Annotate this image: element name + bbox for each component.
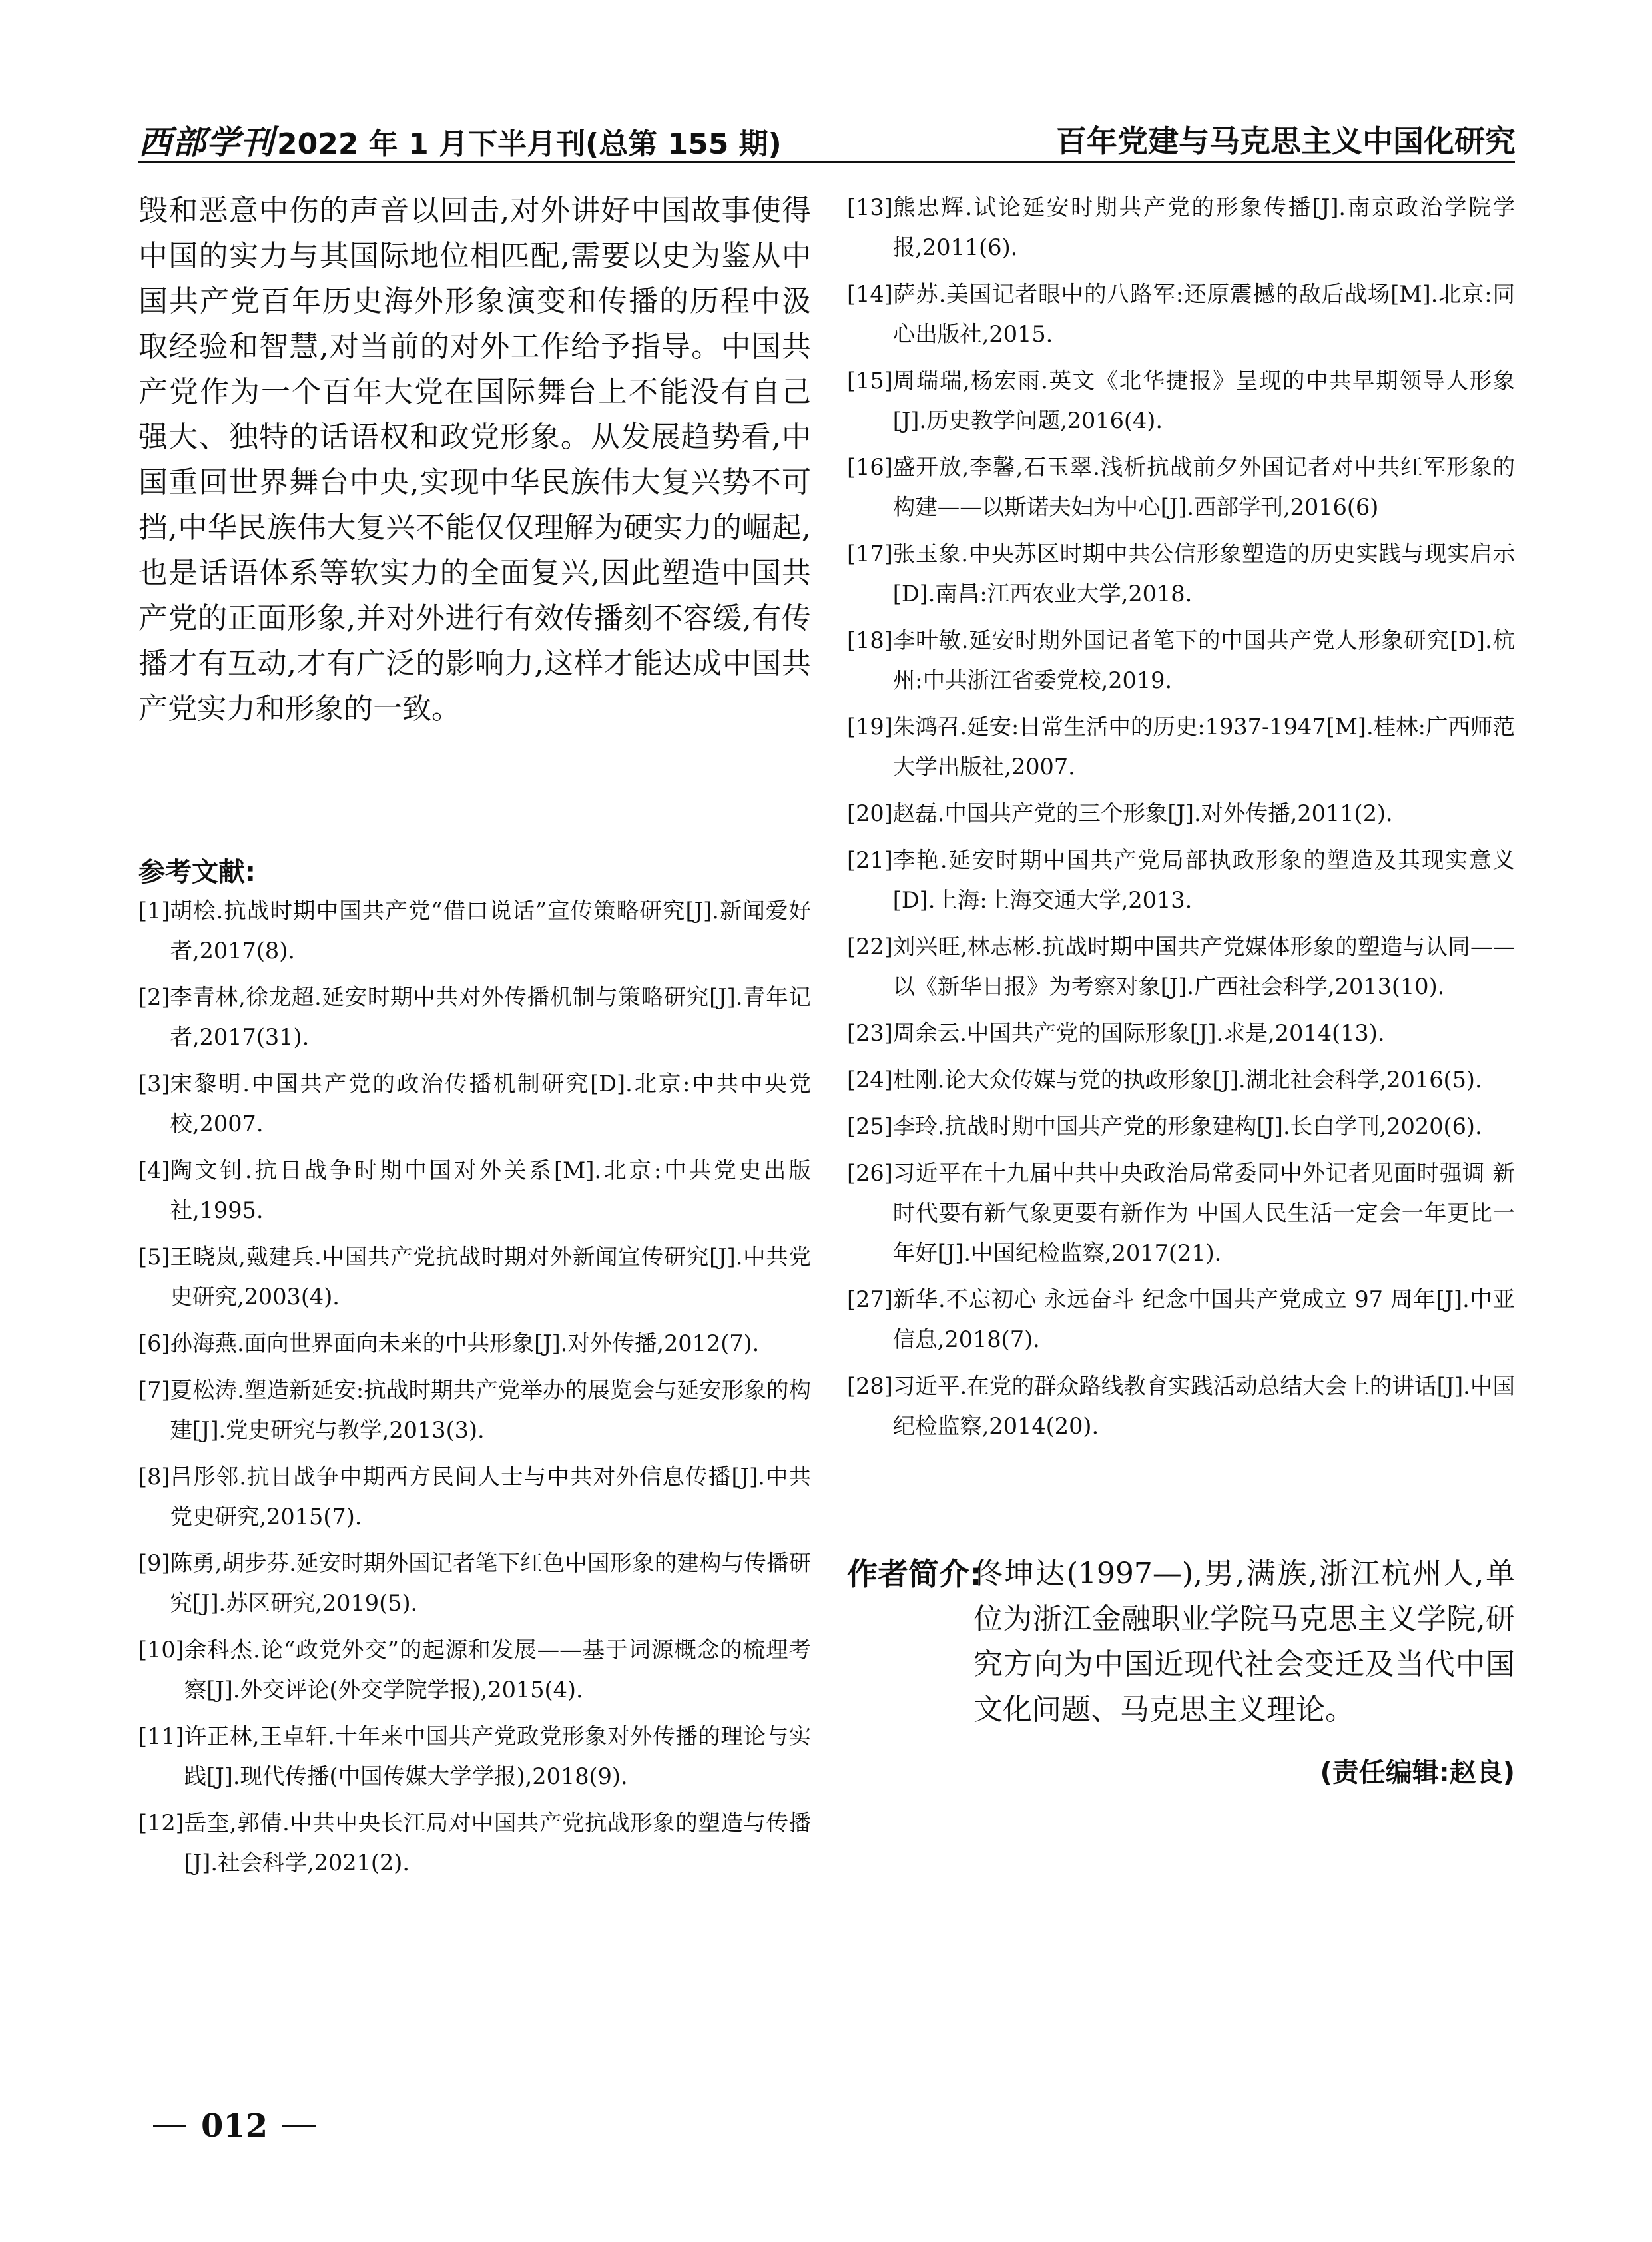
reference-number: [13] <box>847 194 893 220</box>
reference-number: [18] <box>847 627 893 653</box>
reference-number: [19] <box>847 714 893 740</box>
reference-text: 杜刚.论大众传媒与党的执政形象[J].湖北社会科学,2016(5). <box>892 1067 1482 1093</box>
reference-text: 习近平.在党的群众路线教育实践活动总结大会上的讲话[J].中国纪检监察,2014(20). <box>892 1373 1515 1439</box>
reference-number: [16] <box>847 454 893 480</box>
reference-number: [11] <box>138 1723 184 1749</box>
reference-item <box>847 1366 1515 1446</box>
reference-item <box>847 621 1515 701</box>
reference-item <box>847 447 1515 527</box>
author-intro-label: 作者简介: <box>847 1556 982 1592</box>
reference-number: [17] <box>847 541 893 567</box>
reference-text: 陈勇,胡步芬.延安时期外国记者笔下红色中国形象的建构与传播研究[J].苏区研究,2019(5). <box>170 1550 811 1616</box>
reference-text: 胡桧.抗战时期中国共产党“借口说话”宣传策略研究[J].新闻爱好者,2017(8). <box>170 898 811 964</box>
reference-text: 周瑞瑞,杨宏雨.英文《北华捷报》呈现的中共早期领导人形象[J].历史教学问题,2016(4). <box>892 368 1515 433</box>
reference-number: [21] <box>847 847 893 873</box>
reference-number: [15] <box>847 368 893 394</box>
reference-item <box>138 1717 811 1797</box>
reference-text: 王晓岚,戴建兵.中国共产党抗战时期对外新闻宣传研究[J].中共党史研究,2003(4). <box>170 1244 811 1310</box>
references-title: 参考文献: <box>138 857 256 888</box>
reference-number: [4] <box>138 1157 170 1183</box>
reference-number: [27] <box>847 1286 893 1312</box>
reference-item <box>138 1803 811 1883</box>
reference-text: 宋黎明.中国共产党的政治传播机制研究[D].北京:中共中央党校,2007. <box>170 1071 811 1137</box>
body-paragraph: 毁和恶意中伤的声音以回击,对外讲好中国故事使得中国的实力与其国际地位相匹配,需要以史为鉴从中国共产党百年历史海外形象演变和传播的历程中汲取经验和智慧,对当前的对外工作给予指导。中国共产党作为一个百年大党在国际舞台上不能没有自己强大、独特的话语权和政党形象。从发展趋势看,中国重回世界舞台中央,实现中华民族伟大复兴势不可挡,中华民族伟大复兴不能仅仅理解为硬实力的崛起,也是话语体系等软实力的全面复兴,因此塑造中国共产党的正面形象,并对外进行有效传播刻不容缓,有传播才有互动,才有广泛的影响力,这样才能达成中国共产党实力和形象的一致。 <box>138 194 811 726</box>
reference-item <box>847 188 1515 268</box>
reference-item <box>847 1060 1515 1100</box>
reference-text: 岳奎,郭倩.中共中央长江局对中国共产党抗战形象的塑造与传播[J].社会科学,2021(2). <box>184 1810 811 1876</box>
reference-number: [7] <box>138 1377 170 1403</box>
reference-item <box>847 707 1515 787</box>
references-right-column <box>847 188 1515 1453</box>
reference-item <box>138 1630 811 1710</box>
reference-text: 萨苏.美国记者眼中的八路军:还原震撼的敌后战场[M].北京:同心出版社,2015. <box>892 281 1515 347</box>
reference-text: 陶文钊.抗日战争时期中国对外关系[M].北京:中共党史出版社,1995. <box>170 1157 811 1223</box>
reference-text: 李艳.延安时期中国共产党局部执政形象的塑造及其现实意义[D].上海:上海交通大学,2013. <box>892 847 1515 913</box>
header-rule <box>138 161 1515 163</box>
reference-number: [2] <box>138 984 170 1010</box>
reference-text: 许正林,王卓轩.十年来中国共产党政党形象对外传播的理论与实践[J].现代传播(中国传媒大学学报),2018(9). <box>184 1723 811 1789</box>
reference-item <box>847 1107 1515 1147</box>
reference-number: [5] <box>138 1244 170 1270</box>
issue-info: 2022 年 1 月下半月刊(总第 155 期) <box>277 127 782 161</box>
reference-item <box>847 1280 1515 1360</box>
responsible-editor: (责任编辑:赵良) <box>1320 1757 1515 1788</box>
footer-dash-right <box>282 2125 316 2127</box>
references-left-column <box>138 891 811 1890</box>
header-left <box>138 116 782 164</box>
reference-item <box>138 1370 811 1450</box>
reference-number: [28] <box>847 1373 893 1399</box>
reference-item <box>138 1237 811 1317</box>
reference-number: [20] <box>847 800 893 826</box>
reference-text: 张玉象.中央苏区时期中共公信形象塑造的历史实践与现实启示[D].南昌:江西农业大学,2018. <box>892 541 1515 607</box>
section-title: 百年党建与马克思主义中国化研究 <box>1056 123 1515 159</box>
reference-item <box>138 1543 811 1623</box>
footer-dash-left <box>153 2125 186 2127</box>
author-intro <box>847 1551 1515 1733</box>
reference-number: [10] <box>138 1637 184 1663</box>
reference-number: [9] <box>138 1550 170 1576</box>
reference-number: [3] <box>138 1071 170 1097</box>
reference-text: 李叶敏.延安时期外国记者笔下的中国共产党人形象研究[D].杭州:中共浙江省委党校,2019. <box>892 627 1515 693</box>
reference-number: [8] <box>138 1464 170 1490</box>
reference-item <box>847 1153 1515 1273</box>
reference-item <box>847 534 1515 614</box>
reference-text: 赵磊.中国共产党的三个形象[J].对外传播,2011(2). <box>892 800 1393 826</box>
reference-text: 李青林,徐龙超.延安时期中共对外传播机制与策略研究[J].青年记者,2017(31). <box>170 984 811 1050</box>
reference-text: 李玲.抗战时期中国共产党的形象建构[J].长白学刊,2020(6). <box>892 1113 1482 1139</box>
reference-text: 盛开放,李馨,石玉翠.浅析抗战前夕外国记者对中共红军形象的构建——以斯诺夫妇为中心[J].西部学刊,2016(6) <box>892 454 1515 520</box>
reference-item <box>138 891 811 971</box>
author-intro-text: 佟坤达(1997—),男,满族,浙江杭州人,单位为浙江金融职业学院马克思主义学院,研究方向为中国近现代社会变迁及当代中国文化问题、马克思主义理论。 <box>973 1557 1515 1727</box>
reference-item <box>138 1064 811 1144</box>
reference-text: 习近平在十九届中共中央政治局常委同中外记者见面时强调 新时代要有新气象更要有新作为 中国人民生活一定会一年更比一年好[J].中国纪检监察,2017(21). <box>892 1160 1515 1266</box>
reference-item <box>847 361 1515 441</box>
reference-number: [24] <box>847 1067 893 1093</box>
reference-text: 新华.不忘初心 永远奋斗 纪念中国共产党成立 97 周年[J].中亚信息,2018(7). <box>892 1286 1515 1352</box>
reference-text: 余科杰.论“政党外交”的起源和发展——基于词源概念的梳理考察[J].外交评论(外交学院学报),2015(4). <box>184 1637 811 1703</box>
page-number: 012 <box>201 2107 268 2145</box>
reference-number: [22] <box>847 934 893 960</box>
reference-text: 夏松涛.塑造新延安:抗战时期共产党举办的展览会与延安形象的构建[J].党史研究与教学,2013(3). <box>170 1377 811 1443</box>
reference-text: 朱鸿召.延安:日常生活中的历史:1937-1947[M].桂林:广西师范大学出版社,2007. <box>892 714 1515 780</box>
reference-number: [12] <box>138 1810 184 1836</box>
reference-item <box>138 1457 811 1537</box>
reference-text: 刘兴旺,林志彬.抗战时期中国共产党媒体形象的塑造与认同——以《新华日报》为考察对象[J].广西社会科学,2013(10). <box>892 934 1515 999</box>
page-footer <box>138 2107 330 2145</box>
reference-number: [1] <box>138 898 170 924</box>
journal-name: 西部学刊 <box>138 123 274 162</box>
reference-text: 孙海燕.面向世界面向未来的中共形象[J].对外传播,2012(7). <box>170 1330 760 1356</box>
reference-number: [6] <box>138 1330 170 1356</box>
reference-number: [26] <box>847 1160 893 1186</box>
reference-item <box>138 978 811 1057</box>
reference-item <box>847 927 1515 1007</box>
reference-text: 周余云.中国共产党的国际形象[J].求是,2014(13). <box>892 1020 1385 1046</box>
reference-text: 吕彤邻.抗日战争中期西方民间人士与中共对外信息传播[J].中共党史研究,2015(7). <box>170 1464 811 1530</box>
reference-number: [14] <box>847 281 893 307</box>
reference-text: 熊忠辉.试论延安时期共产党的形象传播[J].南京政治学院学报,2011(6). <box>892 194 1515 260</box>
reference-item <box>138 1151 811 1231</box>
reference-number: [23] <box>847 1020 893 1046</box>
reference-item <box>138 1324 811 1364</box>
reference-item <box>847 794 1515 834</box>
reference-item <box>847 1013 1515 1053</box>
reference-number: [25] <box>847 1113 893 1139</box>
reference-item <box>847 274 1515 354</box>
page-header <box>138 112 1515 165</box>
reference-item <box>847 840 1515 920</box>
